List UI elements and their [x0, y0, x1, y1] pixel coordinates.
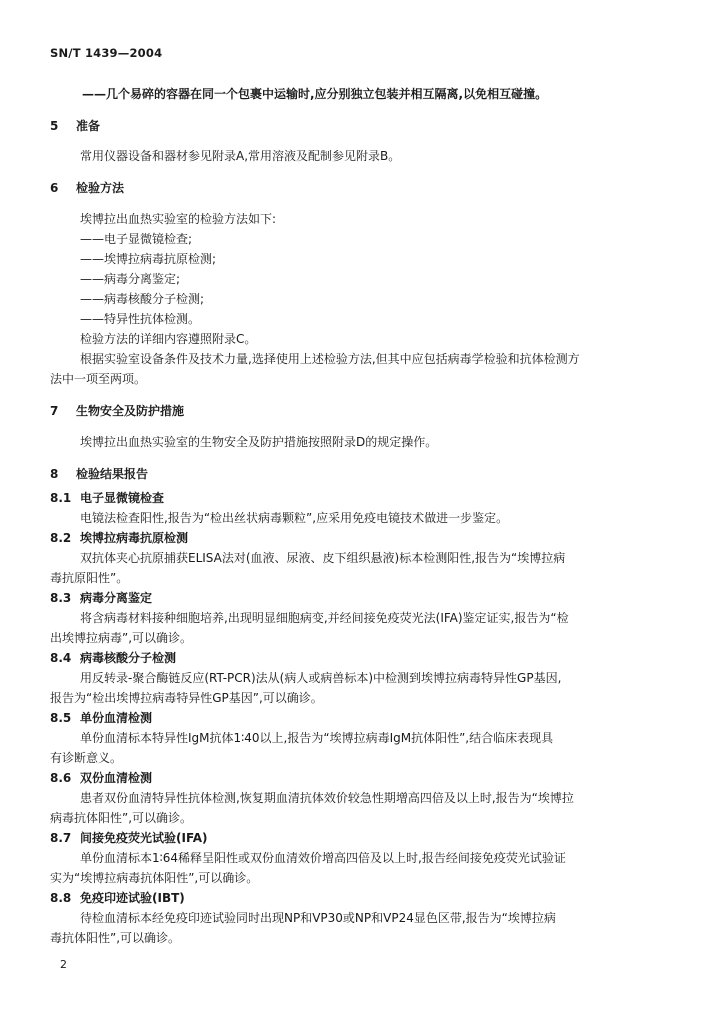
section-heading — [50, 118, 100, 134]
line-text: 电子显微镜检查 — [80, 491, 165, 505]
body-text-line — [50, 810, 192, 826]
body-text-line — [82, 86, 547, 102]
line-text: 法中一项至两项。 — [50, 372, 147, 386]
section-heading — [50, 710, 152, 726]
body-text-line — [80, 910, 556, 926]
line-text: 双抗体夹心抗原捕获ELISA法对(血液、尿液、皮下组织悬液)标本检测阳性,报告为“埃博拉病 — [80, 551, 566, 565]
line-text: 双份血清检测 — [80, 771, 153, 785]
section-number: 8.6 — [50, 771, 72, 785]
body-text-line — [80, 850, 566, 866]
section-number: 8.2 — [50, 531, 72, 545]
body-text-line — [80, 730, 553, 746]
body-text-line — [80, 291, 204, 307]
section-number: 8.8 — [50, 891, 72, 905]
section-number: 8.5 — [50, 711, 72, 725]
line-text: 毒抗原阳性”。 — [50, 571, 129, 585]
line-text: 检验方法的详细内容遵照附录C。 — [80, 332, 257, 346]
section-number: 7 — [50, 404, 59, 418]
body-text-line — [80, 331, 256, 347]
body-text-line — [80, 351, 580, 367]
section-heading — [50, 650, 176, 666]
line-text: 将含病毒材料接种细胞培养,出现明显细胞病变,并经间接免疫荧光法(IFA)鉴定证实,报告为“检 — [80, 611, 569, 625]
line-text: 报告为“检出埃博拉病毒特异性GP基因”,可以确诊。 — [50, 691, 323, 705]
section-heading — [50, 490, 164, 506]
body-text-line — [80, 311, 200, 327]
line-text: 根据实验室设备条件及技术力量,选择使用上述检验方法,但其中应包括病毒学检验和抗体检测方 — [80, 352, 580, 366]
section-heading — [50, 466, 148, 482]
line-text: 准备 — [76, 119, 101, 133]
line-text: ——几个易碎的容器在同一个包裹中运输时,应分别独立包装并相互隔离,以免相互碰撞。 — [82, 87, 548, 101]
body-text-line — [50, 371, 146, 387]
body-text-line — [80, 550, 565, 566]
section-heading — [50, 890, 185, 906]
body-text-line — [80, 251, 216, 267]
line-text: ——病毒核酸分子检测; — [80, 292, 205, 306]
line-text: 病毒抗体阳性”,可以确诊。 — [50, 811, 193, 825]
line-text: ——病毒分离鉴定; — [80, 272, 181, 286]
line-text: ——特异性抗体检测。 — [80, 312, 201, 326]
line-text: 常用仪器设备和器材参见附录A,常用溶液及配制参见附录B。 — [80, 149, 401, 163]
line-text: 生物安全及防护措施 — [76, 404, 185, 418]
body-text-line — [50, 930, 180, 946]
line-text: 单份血清标本1∶64稀释呈阳性或双份血清效价增高四倍及以上时,报告经间接免疫荧光试验证 — [80, 851, 566, 865]
body-text-line — [80, 610, 569, 626]
line-text: 单份血清检测 — [80, 711, 153, 725]
line-text: 检验方法 — [76, 181, 125, 195]
standard-number-header: SN/T 1439—2004 — [50, 46, 163, 60]
section-number: 8 — [50, 467, 59, 481]
line-text: 病毒分离鉴定 — [80, 591, 153, 605]
line-text: 埃博拉出血热实验室的生物安全及防护措施按照附录D的规定操作。 — [80, 435, 438, 449]
line-text: 间接免疫荧光试验(IFA) — [80, 831, 208, 845]
line-text: 埃博拉病毒抗原检测 — [80, 531, 189, 545]
line-text: 电镜法检查阳性,报告为“检出丝状病毒颗粒”,应采用免疫电镜技术做进一步鉴定。 — [80, 511, 509, 525]
section-number: 8.7 — [50, 831, 72, 845]
line-text: 检验结果报告 — [76, 467, 149, 481]
line-text: 有诊断意义。 — [50, 751, 123, 765]
body-text-line — [50, 630, 192, 646]
section-heading — [50, 530, 188, 546]
body-text-line — [80, 271, 180, 287]
body-text-line — [80, 231, 192, 247]
line-text: 实为“埃博拉病毒抗体阳性”,可以确诊。 — [50, 871, 259, 885]
line-text: 免疫印迹试验(IBT) — [80, 891, 185, 905]
line-text: ——电子显微镜检查; — [80, 232, 193, 246]
line-text: 待检血清标本经免疫印迹试验同时出现NP和VP30或NP和VP24显色区带,报告为“埃博拉病 — [80, 911, 556, 925]
body-text-line — [80, 790, 574, 806]
section-number: 5 — [50, 119, 59, 133]
body-text-line — [80, 211, 276, 227]
section-heading — [50, 830, 208, 846]
body-text-line — [50, 750, 122, 766]
line-text: 单份血清标本特异性IgM抗体1∶40以上,报告为“埃博拉病毒IgM抗体阳性”,结合临床表现具 — [80, 731, 554, 745]
body-text-line — [50, 870, 258, 886]
body-text-line — [80, 670, 561, 686]
line-text: 出埃博拉病毒”,可以确诊。 — [50, 631, 193, 645]
line-text: 埃博拉出血热实验室的检验方法如下: — [80, 212, 277, 226]
line-text: 病毒核酸分子检测 — [80, 651, 177, 665]
line-text: ——埃博拉病毒抗原检测; — [80, 252, 217, 266]
section-heading — [50, 770, 152, 786]
body-text-line — [80, 434, 437, 450]
section-heading — [50, 403, 184, 419]
section-number: 6 — [50, 181, 59, 195]
section-number: 8.1 — [50, 491, 72, 505]
page-number: 2 — [60, 958, 67, 971]
line-text: 毒抗体阳性”,可以确诊。 — [50, 931, 181, 945]
line-text: 用反转录-聚合酶链反应(RT-PCR)法从(病人或病兽标本)中检测到埃博拉病毒特异性GP基因, — [80, 671, 562, 685]
body-text-line — [80, 510, 508, 526]
body-text-line — [50, 570, 128, 586]
section-number: 8.4 — [50, 651, 72, 665]
body-text-line — [50, 690, 323, 706]
section-heading — [50, 180, 124, 196]
section-heading — [50, 590, 152, 606]
section-number: 8.3 — [50, 591, 72, 605]
body-text-line — [80, 148, 400, 164]
line-text: 患者双份血清特异性抗体检测,恢复期血清抗体效价较急性期增高四倍及以上时,报告为“埃博拉 — [80, 791, 574, 805]
